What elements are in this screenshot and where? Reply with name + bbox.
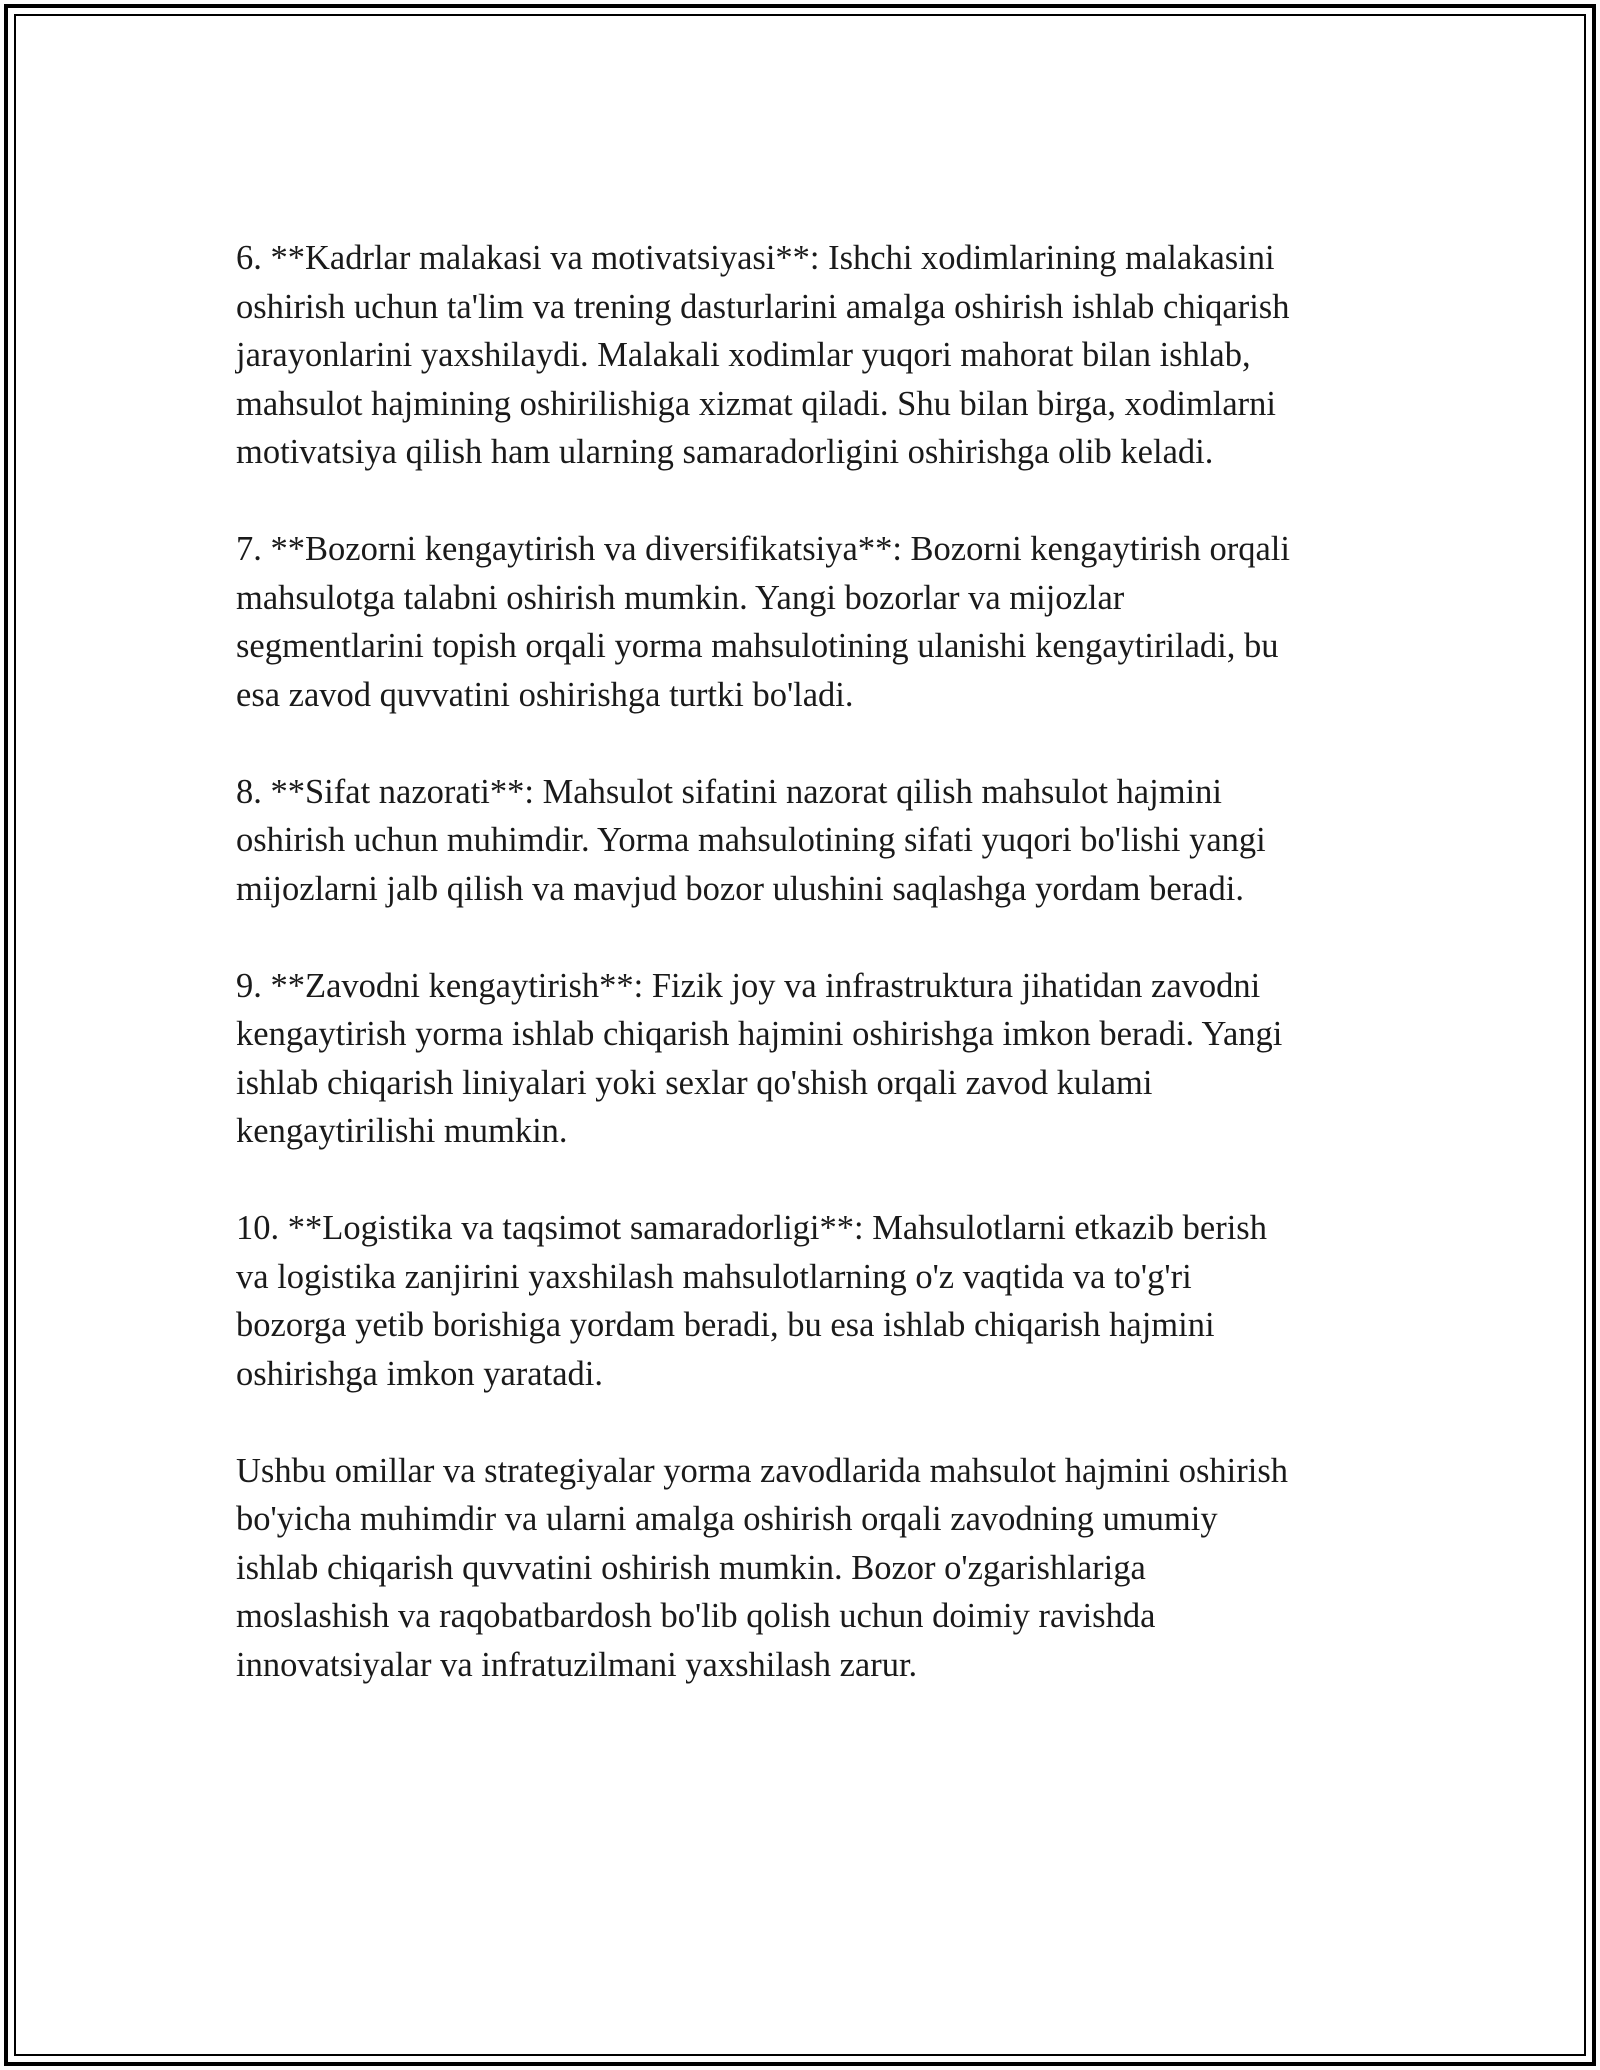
document-body: [236, 234, 1386, 1689]
conclusion-paragraph: Ushbu omillar va strategiyalar yorma zavodlarida mahsulot hajmini oshirish bo'yicha muhimdir va ularni amalga oshirish orqali zavodning umumiy ishlab chiqarish quvvatini oshirish mumkin. Bozor o'zgarishlariga moslashish va raqobatbardosh bo'lib qolish uchun doimiy ravishda innovatsiyalar va infratuzilmani yaxshilash zarur.: [236, 1451, 1288, 1684]
paragraph-item-9: 9. **Zavodni kengaytirish**: Fizik joy va infrastruktura jihatidan zavodni kengaytirish yorma ishlab chiqarish hajmini oshirishga imkon beradi. Yangi ishlab chiqarish liniyalari yoki sexlar qo'shish orqali zavod kulami kengaytirilishi mumkin.: [236, 966, 1283, 1150]
paragraph-item-10: 10. **Logistika va taqsimot samaradorligi**: Mahsulotlarni etkazib berish va logistika zanjirini yaxshilash mahsulotlarning o'z vaqtida va to'g'ri bozorga yetib borishiga yordam beradi, bu esa ishlab chiqarish hajmini oshirishga imkon yaratadi.: [236, 1209, 1267, 1393]
paragraph-item-8: 8. **Sifat nazorati**: Mahsulot sifatini nazorat qilish mahsulot hajmini oshirish uchun muhimdir. Yorma mahsulotining sifati yuqori bo'lishi yangi mijozlarni jalb qilish va mavjud bozor ulushini saqlashga yordam beradi.: [236, 772, 1266, 908]
paragraph-item-7: 7. **Bozorni kengaytirish va diversifikatsiya**: Bozorni kengaytirish orqali mahsulotga talabni oshirish mumkin. Yangi bozorlar va mijozlar segmentlarini topish orqali yorma mahsulotining ulanishi kengaytiriladi, bu esa zavod quvvatini oshirishga turtki bo'ladi.: [236, 530, 1290, 714]
paragraph-item-6: 6. **Kadrlar malakasi va motivatsiyasi**: Ishchi xodimlarining malakasini oshirish uchun ta'lim va trening dasturlarini amalga oshirish ishlab chiqarish jarayonlarini yaxshilaydi. Malakali xodimlar yuqori mahorat bilan ishlab, mahsulot hajmining oshirilishiga xizmat qiladi. Shu bilan birga, xodimlarni motivatsiya qilish ham ularning samaradorligini oshirishga olib keladi.: [236, 239, 1290, 471]
